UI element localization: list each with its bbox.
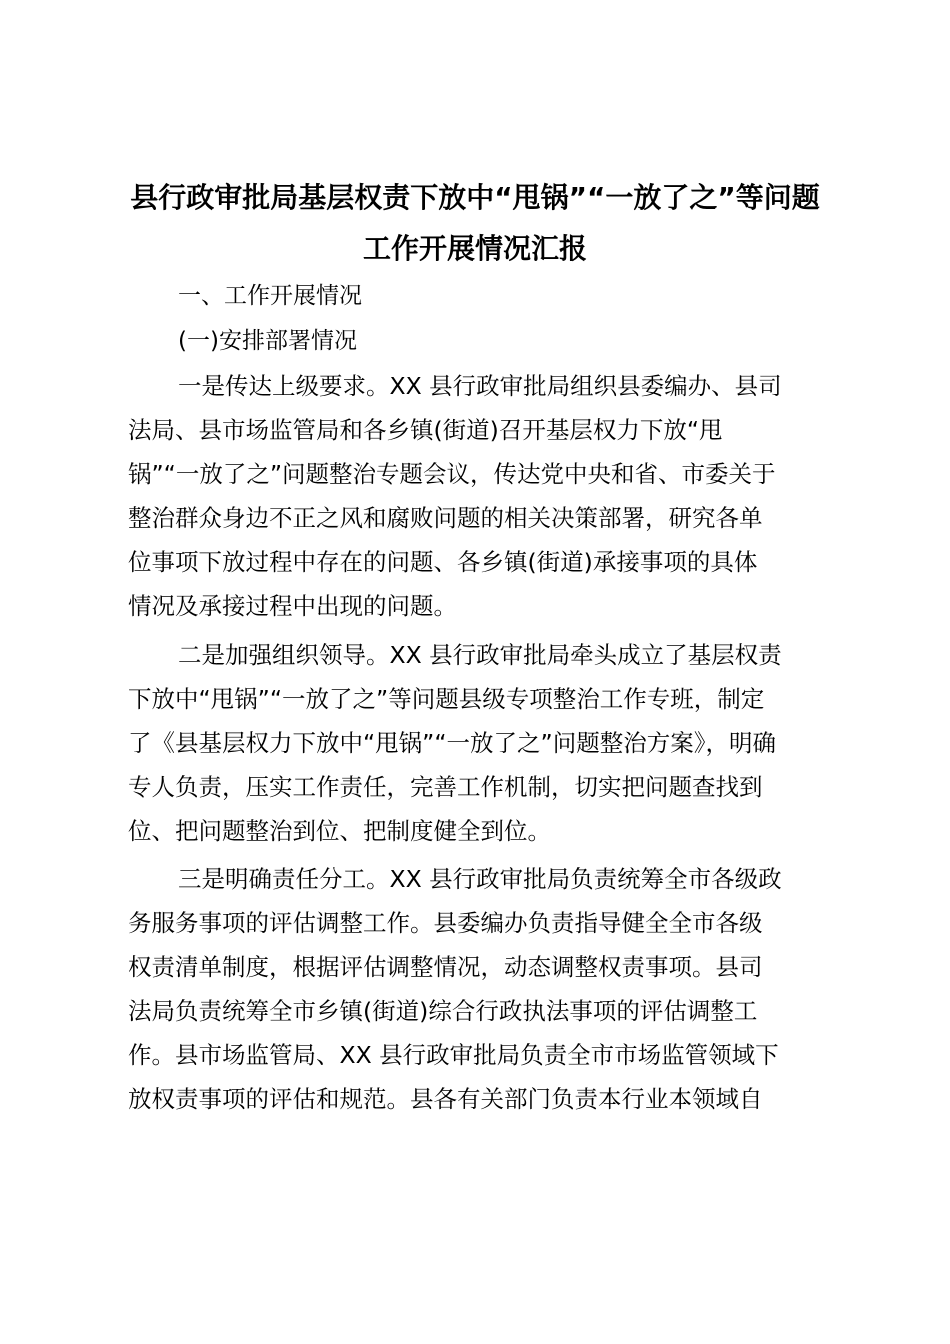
- paragraph-2-line-4: 专人负责，压实工作责任，完善工作机制，切实把问题查找到: [128, 773, 763, 801]
- paragraph-2-line-3: 了《县基层权力下放中“甩锅”“一放了之”问题整治方案》，明确: [128, 729, 776, 757]
- paragraph-1-line-4: 整治群众身边不正之风和腐败问题的相关决策部署，研究各单: [128, 504, 763, 532]
- paragraph-3-line-4: 法局负责统筹全市乡镇(街道)综合行政执法事项的评估调整工: [128, 997, 758, 1025]
- subsection-heading: (一)安排部署情况: [178, 328, 357, 354]
- paragraph-3-line-6: 放权责事项的评估和规范。县各有关部门负责本行业本领域自: [128, 1085, 763, 1113]
- paragraph-3-line-5: 作。县市场监管局、XX 县行政审批局负责全市市场监管领域下: [128, 1041, 779, 1069]
- paragraph-2-line-2: 下放中“甩锅”“一放了之”等问题县级专项整治工作专班，制定: [128, 685, 765, 713]
- paragraph-1-line-1: 一是传达上级要求。XX 县行政审批局组织县委编办、县司: [178, 372, 782, 400]
- paragraph-1-line-3: 锅”“一放了之”问题整治专题会议，传达党中央和省、市委关于: [128, 460, 776, 488]
- paragraph-2-line-1: 二是加强组织领导。XX 县行政审批局牵头成立了基层权责: [178, 641, 782, 669]
- paragraph-1-line-5: 位事项下放过程中存在的问题、各乡镇(街道)承接事项的具体: [128, 548, 758, 576]
- paragraph-2-line-5: 位、把问题整治到位、把制度健全到位。: [128, 817, 551, 845]
- paragraph-1-line-6: 情况及承接过程中出现的问题。: [128, 592, 457, 620]
- section-heading: 一、工作开展情况: [178, 283, 362, 309]
- paragraph-3-line-1: 三是明确责任分工。XX 县行政审批局负责统筹全市各级政: [178, 865, 782, 893]
- document-title-line-2: 工作开展情况汇报: [362, 232, 587, 265]
- document-title-line-1: 县行政审批局基层权责下放中“甩锅”“一放了之”等问题: [130, 181, 820, 214]
- paragraph-3-line-3: 权责清单制度，根据评估调整情况，动态调整权责事项。县司: [128, 953, 763, 981]
- paragraph-3-line-2: 务服务事项的评估调整工作。县委编办负责指导健全全市各级: [128, 909, 763, 937]
- paragraph-1-line-2: 法局、县市场监管局和各乡镇(街道)召开基层权力下放“甩: [128, 416, 723, 444]
